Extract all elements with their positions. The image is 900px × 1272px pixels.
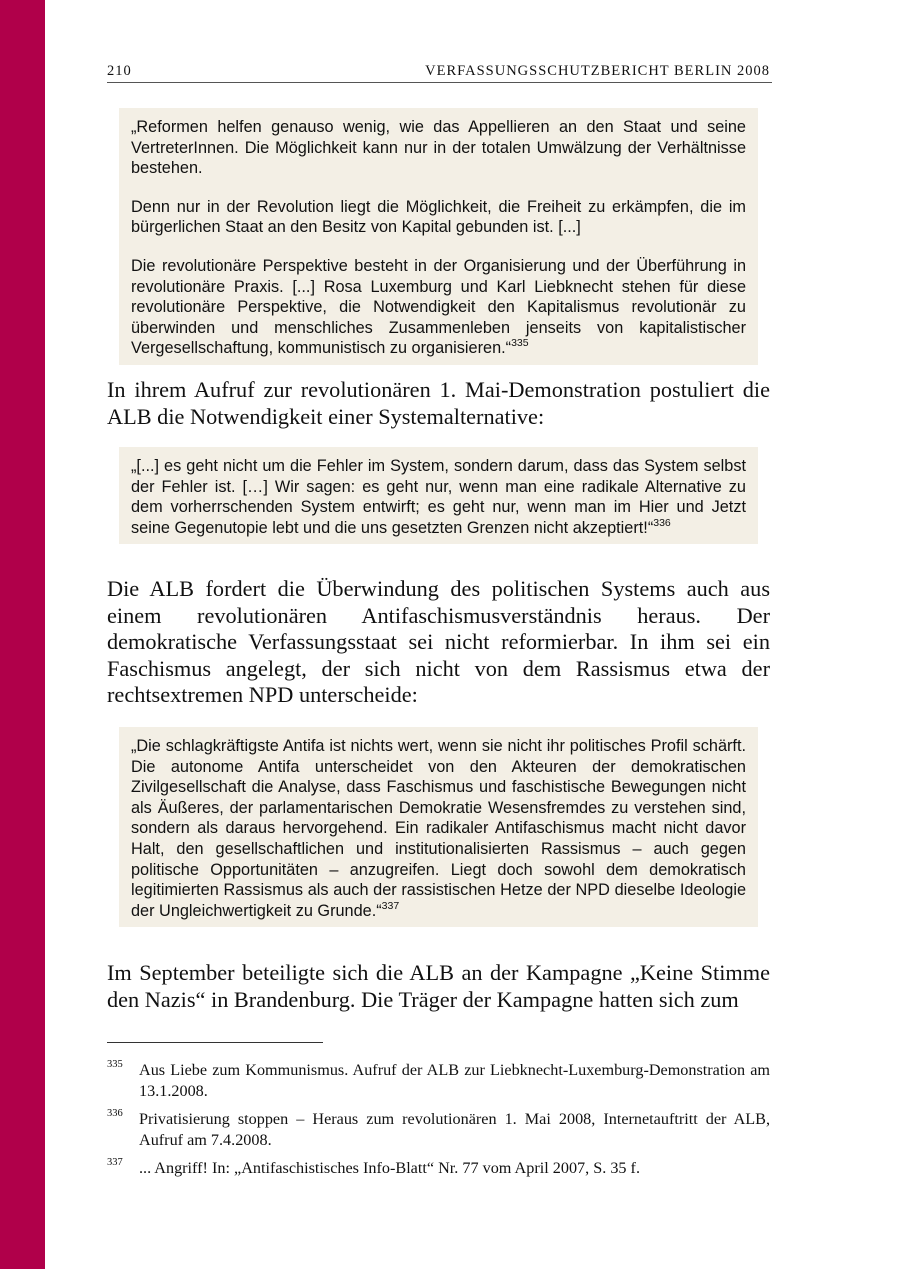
paragraph-text: Die ALB fordert die Überwindung des politischen Systems auch aus einem revolutionären Antifaschismusverständnis heraus. Der demokratische Verfassungsstaat sei nicht reformierbar. In ihm sei ein Faschismus angelegt, der sich nicht von dem Rassismus etwa der rechtsextremen NPD unterscheide: <box>107 576 770 707</box>
quote-paragraph: Denn nur in der Revolution liegt die Möglichkeit, die Freiheit zu erkämpfen, die im bürgerlichen Staat an den Besitz von Kapital gebunden ist. [...] <box>131 197 746 237</box>
footnote-text: Aus Liebe zum Kommunismus. Aufruf der ALB zur Liebknecht-Luxemburg-Demonstration am 13.1.2008. <box>139 1061 770 1100</box>
block-quote-2 <box>119 447 758 544</box>
quote-paragraph <box>131 456 746 538</box>
footnote-ref[interactable]: 335 <box>511 337 529 350</box>
running-title: VERFASSUNGSSCHUTZBERICHT BERLIN 2008 <box>425 63 770 79</box>
footnote-separator <box>107 1042 323 1043</box>
side-color-bar <box>0 0 45 1269</box>
footnote-ref[interactable]: 337 <box>381 899 400 912</box>
footnote-ref[interactable]: 336 <box>653 516 671 529</box>
footnote-text: ... Angriff! In: „Antifaschistisches Info-Blatt“ Nr. 77 vom April 2007, S. 35 f. <box>139 1159 640 1177</box>
page-header <box>107 62 772 83</box>
footnote-number: 336 <box>107 1108 123 1119</box>
block-quote-3 <box>119 727 758 927</box>
footnote-number: 337 <box>107 1157 123 1168</box>
footnote-335 <box>107 1060 770 1101</box>
quote-text: „Die schlagkräftigste Antifa ist nichts wert, wenn sie nicht ihr politisches Profil schärft. Die autonome Antifa unterscheidet von den Akteuren der demokratischen Zivilgesellschaft die Analyse, dass Faschismus und faschistische Bewegungen nicht als Äußeres, der parlamentarischen Demokratie Wesensfremdes zu verstehen sind, sondern als daraus hervorgehend. Ein radikaler Antifaschismus macht nicht davor Halt, den gesellschaftlichen und institutionalisierten Rassismus – auch gegen politische Opportunitäten – anzugreifen. Liegt doch sowohl dem demokratisch legitimierten Rassismus als auch der rassistischen Hetze der NPD dieselbe Ideologie der Ungleichwertigkeit zu Grunde.“ <box>131 737 746 920</box>
body-paragraph-1 <box>107 377 770 430</box>
quote-text: „[...] es geht nicht um die Fehler im System, sondern darum, dass das System selbst der Fehler ist. […] Wir sagen: es geht nur, wenn man eine radikale Alternative zu dem vorherrschenden System entwirft; es geht nur, wenn man im Hier und Jetzt seine Gegenutopie lebt und die uns gesetzten Grenzen nicht akzeptiert!“ <box>131 457 746 537</box>
paragraph-text: In ihrem Aufruf zur revolutionären 1. Mai-Demonstration postuliert die ALB die Notwendigkeit einer Systemalternative: <box>107 377 770 429</box>
footnote-337 <box>107 1158 770 1179</box>
footnotes <box>107 1060 770 1187</box>
quote-paragraph <box>131 736 746 921</box>
quote-paragraph: „Reformen helfen genauso wenig, wie das Appellieren an den Staat und seine VertreterInnen. Die Möglichkeit kann nur in der totalen Umwälzung der Verhältnisse bestehen. <box>131 118 746 178</box>
paragraph-text: Im September beteiligte sich die ALB an der Kampagne „Keine Stimme den Nazis“ in Brandenburg. Die Träger der Kampagne hatten sich zum <box>107 960 770 1012</box>
quote-paragraph <box>131 256 746 359</box>
block-quote-1 <box>119 108 758 365</box>
footnote-number: 335 <box>107 1059 123 1070</box>
footnote-336 <box>107 1109 770 1150</box>
footnote-text: Privatisierung stoppen – Heraus zum revolutionären 1. Mai 2008, Internetauftritt der ALB, Aufruf am 7.4.2008. <box>139 1110 770 1149</box>
body-paragraph-3 <box>107 960 770 1013</box>
body-paragraph-2 <box>107 576 770 709</box>
quote-text: Die revolutionäre Perspektive besteht in der Organisierung und der Überführung in revolutionäre Praxis. [...] Rosa Luxemburg und Karl Liebknecht stehen für diese revolutionäre Perspektive, die Notwendigkeit den Kapitalismus revolutionär zu überwinden und menschliches Zusammenleben jenseits von kapitalistischer Vergesellschaftung, kommunistisch zu organisieren.“ <box>131 256 746 358</box>
page-number: 210 <box>107 63 132 79</box>
